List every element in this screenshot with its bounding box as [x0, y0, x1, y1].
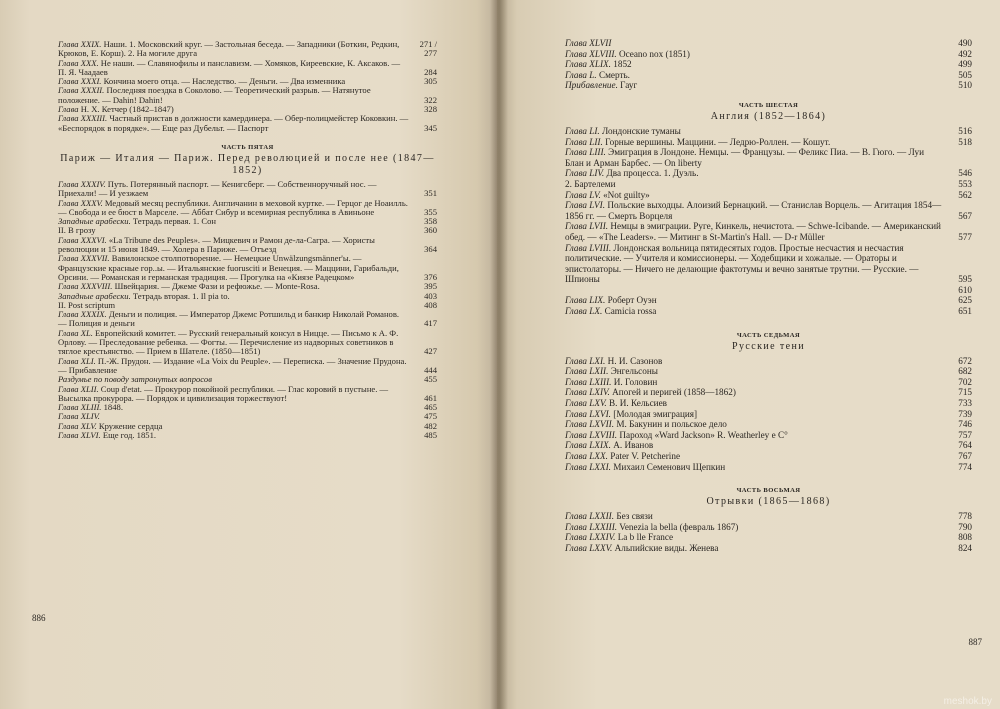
toc-entry-text [565, 511, 944, 522]
toc-entry-text [565, 532, 944, 543]
toc-entry-text [565, 419, 944, 430]
chapter-title: Польские выходцы. Алоизий Бернацкий. — Станислав Ворцель. — Агитация 1854—1856 гг. — Смерть Ворцеля [565, 200, 942, 221]
page-ref: 271 / 277 [419, 39, 437, 59]
toc-right-c [565, 356, 972, 473]
part-label: ЧАСТЬ СЕДЬМАЯ [736, 331, 801, 339]
chapter-label: Глава LXX. [565, 451, 608, 461]
part-title: Отрывки (1865—1868) [706, 496, 831, 508]
part-title: Париж — Италия — Париж. Перед революцией и после нее (1847—1852) [60, 152, 435, 176]
toc-entry [565, 179, 972, 190]
chapter-title: В. И. Кельсиев [609, 398, 668, 409]
toc-entry-text [565, 137, 944, 148]
toc-entry [58, 254, 437, 282]
toc-entry [565, 377, 972, 388]
chapter-title: М. Бакунин и польское дело [616, 419, 727, 430]
toc-entry [58, 385, 437, 404]
page-ref: 358 [424, 216, 437, 227]
page-ref: 510 [958, 80, 972, 91]
chapter-label: Глава XLVI. [58, 429, 101, 440]
toc-entry-text [58, 180, 409, 199]
chapter-label: Глава XXXIV. [58, 178, 106, 189]
chapter-title: И. Головин [613, 376, 658, 387]
chapter-title: 2. Бартелеми [565, 178, 616, 189]
chapter-label: Глава XXXII. [58, 85, 105, 96]
chapter-title: 1848. [103, 402, 123, 413]
toc-entry-text [565, 190, 944, 201]
page-ref: 499 [958, 59, 972, 70]
toc-entry [565, 306, 972, 317]
left-page [0, 0, 497, 709]
chapter-label: Глава LII. [565, 136, 603, 147]
toc-entry-text [565, 295, 944, 306]
chapter-title: Н. Х. Кетчер (1842–1847) [80, 104, 174, 115]
page-ref: 305 [424, 76, 437, 87]
part-label: ЧАСТЬ ПЯТАЯ [221, 143, 274, 151]
chapter-title: Лондонская вольница пятидесятых годов. Простые несчастия и несчастия политические. — Учителя и комиссионеры. — Ходебщики и хожалые. — Ораторы и эпистолаторы. — Ничего не делающие фактотумы и вечно занятые трутни. — Русские. — Шпионы [565, 242, 919, 285]
chapter-title: Venezia la bella (февраль 1867) [619, 521, 739, 532]
chapter-label: Глава LXIX. [565, 440, 611, 451]
chapter-label: Глава LVI. [565, 200, 606, 211]
chapter-label: Глава XLI. [58, 355, 96, 366]
chapter-label: Глава L. [565, 69, 597, 80]
chapter-label: Глава XXXVI. [58, 234, 107, 245]
toc-right-d [565, 511, 972, 553]
toc-entry-text [565, 38, 944, 49]
chapter-title: Наши. 1. Московский круг. — Застольная беседа. — Западники (Боткин, Редкин, Крюков, Е. Корш). 2. На могиле друга [58, 39, 400, 59]
toc-entry [565, 80, 972, 91]
chapter-label: Глава LXVI. [565, 408, 611, 419]
toc-entry-text [58, 254, 409, 282]
chapter-title: Кончина моего отца. — Наследство. — Деньги. — Два изменника [103, 76, 346, 87]
chapter-title: Лондонские туманы [602, 125, 681, 136]
chapter-title: Тетрадь вторая. 1. Il pia to. [132, 290, 230, 301]
chapter-title: Альпийские виды. Женева [614, 542, 719, 553]
toc-entry [565, 366, 972, 377]
toc-entry [565, 59, 972, 70]
toc-entry [565, 221, 972, 242]
chapter-title: 1852 [613, 59, 632, 70]
toc-entry-text [565, 200, 944, 221]
page-ref: 376 [424, 271, 437, 282]
chapter-label: Глава XLIV. [58, 411, 100, 422]
chapter-label: Глава LIV. [565, 168, 605, 179]
toc-entry [58, 403, 437, 412]
chapter-title: Швейцария. — Джеме Фази и рефюжье. — Monte-Rosa. [114, 281, 320, 292]
toc-entry-text [565, 462, 944, 473]
toc-left-b [58, 180, 437, 440]
chapter-title: Кружение сердца [98, 420, 163, 431]
toc-entry [58, 329, 437, 357]
toc-entry-text [565, 377, 944, 388]
page-ref: 702 [958, 376, 972, 387]
chapter-title: Последняя поездка в Соколово. — Теоретический разрыв. — Натянутое положение. — Dahin! Dahin! [58, 85, 371, 105]
chapter-label: Глава XL. [58, 327, 93, 338]
chapter-title: Горные вершины. Маццини. — Ледрю-Роллен. — Кошут. [605, 136, 831, 147]
toc-entry-text [565, 543, 944, 554]
page-ref: 408 [424, 299, 437, 310]
toc-entry [565, 430, 972, 441]
chapter-label: Глава LX. [565, 306, 603, 317]
page-ref: 505 [958, 69, 972, 80]
chapter-label: Глава LXXII. [565, 511, 615, 522]
page-ref: 562 [958, 189, 972, 200]
toc-entry [565, 409, 972, 420]
page-ref: 790 [958, 521, 972, 532]
chapter-label: Глава LXI. [565, 355, 606, 366]
chapter-title: Михаил Семенович Щепкин [613, 461, 726, 472]
chapter-title: П.-Ж. Прудон. — Издание «La Voix du Peuple». — Переписка. — Значение Прудона. — Прибавление [58, 355, 407, 375]
toc-entry [565, 532, 972, 543]
toc-entry-text [58, 236, 409, 255]
chapter-title: Частный пристав в должности камердинера. — Обер-полицмейстер Коковкин. — «Беспорядок в порядке». — Еще раз Дубельт. — Паспорт [58, 113, 409, 133]
page-ref: 764 [958, 440, 972, 451]
page-ref: 403 [424, 290, 437, 301]
page-ref: 778 [958, 511, 972, 522]
page-ref: 774 [958, 461, 972, 472]
chapter-title: Не наши. — Славянофилы и панславизм. — Хомяков, Киреевские, К. Аксаков. — П. Я. Чаадаев [58, 57, 401, 77]
toc-entry-text [58, 114, 409, 133]
chapter-label: Глава LI. [565, 125, 600, 136]
toc-entry [565, 511, 972, 522]
chapter-label: Глава XLVIII. [565, 48, 617, 59]
toc-entry [565, 295, 972, 306]
chapter-title: Медовый месяц республики. Англичанин в меховой куртке. — Герцог де Ноаилль. — Свобода и ее бюст в Марселе. — Аббат Сибур и всемирная республика в Авиньоне [58, 197, 408, 217]
toc-entry-text [565, 440, 944, 451]
page-ref: 417 [424, 318, 437, 329]
toc-entry [565, 137, 972, 148]
toc-entry [565, 387, 972, 398]
toc-entry [58, 86, 437, 105]
toc-entry [565, 70, 972, 81]
toc-entry-text [58, 86, 409, 105]
chapter-label: Глава XXXV. [58, 197, 103, 208]
toc-entry [565, 440, 972, 451]
toc-entry-text [565, 70, 944, 81]
chapter-label: Глава [58, 104, 79, 115]
chapter-label: Глава XXXI. [58, 76, 102, 87]
toc-entry [565, 285, 972, 296]
page-ref: 682 [958, 366, 972, 377]
toc-entry-text [565, 126, 944, 137]
toc-entry-text [565, 451, 944, 462]
toc-entry [565, 147, 972, 168]
watermark: meshok.by [943, 696, 992, 707]
chapter-title: Путь. Потерянный паспорт. — Кенигсберг. — Собственноручный нос. — Приехали! — И уезжаем [58, 178, 377, 199]
page-ref: 364 [424, 244, 437, 255]
page-ref: 284 [424, 66, 437, 77]
toc-entry-text [565, 147, 944, 168]
toc-entry-text [58, 40, 409, 59]
toc-right-b [565, 126, 972, 317]
toc-entry-text [58, 385, 409, 404]
page-ref: 808 [958, 532, 972, 543]
part-label: ЧАСТЬ ШЕСТАЯ [738, 101, 799, 109]
toc-entry-text [565, 221, 944, 242]
chapter-title: Camicia rossa [604, 306, 657, 317]
chapter-label: Глава LXXI. [565, 461, 611, 472]
toc-entry-text [565, 80, 944, 91]
toc-entry [58, 236, 437, 255]
toc-entry-text [58, 431, 409, 440]
toc-entry-text [565, 430, 944, 441]
chapter-label: Глава XLIII. [58, 402, 102, 413]
toc-entry [58, 310, 437, 329]
page-ref: 360 [424, 225, 437, 236]
chapter-title: Н. И. Сазонов [607, 355, 663, 366]
chapter-label: Прибавление. [565, 80, 618, 91]
page-ref: 322 [424, 94, 437, 105]
chapter-label: Глава XLV. [58, 420, 97, 431]
chapter-label: Глава XXXVII. [58, 253, 110, 264]
page-ref: 733 [958, 398, 972, 409]
page-ref: 651 [958, 306, 972, 317]
chapter-label: Глава LXVIII. [565, 429, 618, 440]
chapter-title: Еще год. 1851. [102, 429, 157, 440]
chapter-title: Гауг [620, 80, 638, 91]
toc-entry-text [565, 243, 944, 285]
page-ref: 610 [958, 284, 972, 295]
chapter-title: Роберт Оуэн [607, 295, 657, 306]
page-ref: 328 [424, 104, 437, 115]
page-ref: 490 [958, 38, 972, 48]
toc-right-a [565, 38, 972, 91]
toc-entry [565, 168, 972, 179]
toc-entry-text [58, 357, 409, 376]
chapter-label: Раздумье по поводу затронутых вопросов [58, 374, 212, 385]
chapter-label: Глава LXXIV. [565, 532, 616, 543]
chapter-label: Глава LXVII. [565, 419, 615, 430]
page-number: 887 [968, 637, 982, 647]
chapter-label: Глава LVIII. [565, 242, 612, 253]
toc-entry [565, 356, 972, 367]
toc-entry-text [565, 522, 944, 533]
page-ref: 715 [958, 387, 972, 398]
toc-entry [565, 243, 972, 285]
page-ref: 516 [958, 125, 972, 136]
page-ref: 444 [424, 364, 437, 375]
chapter-title: Смерть. [598, 69, 630, 80]
page-ref: 475 [424, 411, 437, 422]
chapter-label: Глава XXXIII. [58, 113, 108, 124]
toc-entry-text [565, 409, 944, 420]
page-ref: 757 [958, 429, 972, 440]
toc-entry [565, 543, 972, 554]
right-page [497, 0, 1000, 709]
chapter-title: Немцы в эмиграции. Руге, Кинкель, нечистота. — Schwe-Icibande. — Американский обед. — «The Leaders». — Митинг в St-Martin's Hall. — D-r Müller [565, 221, 941, 242]
chapter-label: Глава LIII. [565, 147, 606, 158]
page-number: 886 [32, 613, 46, 623]
toc-entry-text [58, 403, 409, 412]
page-ref: 518 [958, 136, 972, 147]
chapter-title: Два процесса. 1. Дуэль. [606, 168, 699, 179]
chapter-label: Глава XLII. [58, 383, 99, 394]
toc-entry [58, 59, 437, 78]
page-ref: 767 [958, 451, 972, 461]
toc-entry-text [58, 199, 409, 218]
page-ref: 455 [424, 374, 437, 385]
page-ref: 546 [958, 168, 972, 179]
chapter-label: Глава XXXVIII. [58, 281, 113, 292]
chapter-title: II. Post scriptum [58, 299, 116, 310]
chapter-title: Pater V. Petcherine [610, 451, 681, 461]
toc-entry-text [565, 306, 944, 317]
toc-entry [565, 200, 972, 221]
chapter-title: [Молодая эмиграция] [613, 408, 698, 419]
chapter-title: А. Иванов [613, 440, 654, 451]
chapter-label: Глава XXIX. [58, 39, 102, 49]
chapter-label: Глава LXXIII. [565, 521, 618, 532]
page-ref: 553 [958, 178, 972, 189]
toc-entry [58, 114, 437, 133]
chapter-title: Вавилонское столпотворение. — Немецкие Unwälzungsmänner'ы. — Французские красные гор..ы. — Итальянские fuorusciti и Венеция. — Маццини, Гарибальди, Орсини. — Романская и германская традиция. — Прогулка на «Киязе Радецком» [58, 253, 399, 282]
toc-entry-text [565, 168, 944, 179]
part-title: Русские тени [732, 340, 805, 352]
part-label: ЧАСТЬ ВОСЬМАЯ [736, 487, 801, 495]
toc-entry-text [565, 398, 944, 409]
chapter-title: «Not guilty» [603, 189, 650, 200]
toc-entry [565, 38, 972, 49]
chapter-label: Глава LXIV. [565, 387, 610, 398]
chapter-title: Oceano nox (1851) [619, 48, 690, 59]
page-ref: 482 [424, 420, 437, 431]
chapter-title: Апогей и перигей (1858—1862) [612, 387, 736, 398]
book-gutter [490, 0, 508, 709]
toc-entry [58, 431, 437, 440]
chapter-label: Глава LXII. [565, 366, 609, 377]
chapter-title: «La Tribune des Peuples». — Мицкевич и Рамон де-ла-Сагра. — Хористы революции и 15 июня 1849. — Холера в Париже. — Отъезд [58, 234, 375, 255]
chapter-label: Глава LIX. [565, 295, 606, 306]
toc-entry [58, 40, 437, 59]
chapter-title: La b lle France [617, 532, 674, 543]
toc-entry [58, 357, 437, 376]
toc-entry-text [565, 366, 944, 377]
page-ref: 395 [424, 281, 437, 292]
chapter-title: Coup d'etat. — Прокурор покойной республики. — Глас коровий в пустыне. — Высылка прокурора. — Порядок и цивилизация торжествуют! [58, 383, 389, 403]
toc-entry [565, 522, 972, 533]
toc-entry-text [565, 387, 944, 398]
toc-entry-text [58, 329, 409, 357]
page-ref: 351 [424, 188, 437, 199]
chapter-title: Тетрадь первая. 1. Сон [132, 216, 216, 227]
page-ref: 824 [958, 542, 972, 553]
chapter-title: Эмиграция в Лондоне. Немцы. — Французы. — Феликс Пиа. — В. Гюго. — Луи Блан и Арман Барбес. — On liberty [565, 147, 925, 168]
page-ref: 461 [424, 392, 437, 403]
chapter-label: Глава XLIX. [565, 59, 611, 70]
page-ref: 427 [424, 346, 437, 357]
chapter-title: Деньги и полиция. — Император Джемс Ротшильд и банкир Николай Романов. — Полиция и деньги [58, 309, 400, 329]
chapter-label: Глава LVII. [565, 221, 609, 232]
chapter-label: Глава LV. [565, 189, 601, 200]
toc-entry-text [58, 217, 409, 226]
page-ref: 595 [958, 274, 972, 285]
toc-entry-text [58, 59, 409, 78]
toc-entry [565, 451, 972, 462]
toc-entry-text [565, 356, 944, 367]
chapter-label: Глава XXXIX. [58, 309, 107, 320]
page-ref: 485 [424, 429, 437, 440]
toc-entry [58, 217, 437, 226]
toc-left-a [58, 40, 437, 133]
toc-entry [58, 180, 437, 199]
chapter-title: Европейский комитет. — Русский генеральный консул в Ницце. — Письмо к А. Ф. Орлову. — Преследование ребенка. — Фогты. — Перечисление из надворных советников в тяглое крестьянство. — Прием в Шателе. (1850—1851) [58, 327, 399, 357]
toc-entry-text [565, 179, 944, 190]
page-ref: 492 [958, 48, 972, 59]
chapter-label: Глава LXXV. [565, 542, 613, 553]
toc-entry-text [565, 59, 944, 70]
page-ref: 465 [424, 402, 437, 413]
chapter-label: Глава XLVII [565, 38, 612, 48]
page-ref: 625 [958, 295, 972, 306]
part-title: Англия (1852—1864) [710, 110, 827, 122]
toc-entry [565, 419, 972, 430]
toc-entry [565, 398, 972, 409]
chapter-title: II. В грозу [58, 225, 96, 236]
chapter-label: Глава LXV. [565, 398, 607, 409]
page-ref: 345 [424, 122, 437, 133]
page-ref: 355 [424, 206, 437, 217]
chapter-label: Глава LXIII. [565, 376, 612, 387]
page-ref: 746 [958, 419, 972, 430]
toc-entry [565, 126, 972, 137]
chapter-title: Без связи [616, 511, 653, 522]
toc-entry [565, 49, 972, 60]
toc-entry [565, 190, 972, 201]
chapter-title: Энгельсоны [610, 366, 658, 377]
chapter-title: Пароход «Ward Jackson» R. Weatherley e C° [619, 429, 788, 440]
page-ref: 577 [958, 231, 972, 242]
toc-entry-text [565, 49, 944, 60]
chapter-label: Глава XXX. [58, 57, 99, 68]
page-ref: 567 [958, 210, 972, 221]
toc-entry [58, 199, 437, 218]
toc-entry [565, 462, 972, 473]
chapter-label: Западные арабески. [58, 290, 131, 301]
page-ref: 739 [958, 408, 972, 419]
page-ref: 672 [958, 355, 972, 366]
chapter-label: Западные арабески. [58, 216, 131, 227]
toc-entry-text [58, 310, 409, 329]
